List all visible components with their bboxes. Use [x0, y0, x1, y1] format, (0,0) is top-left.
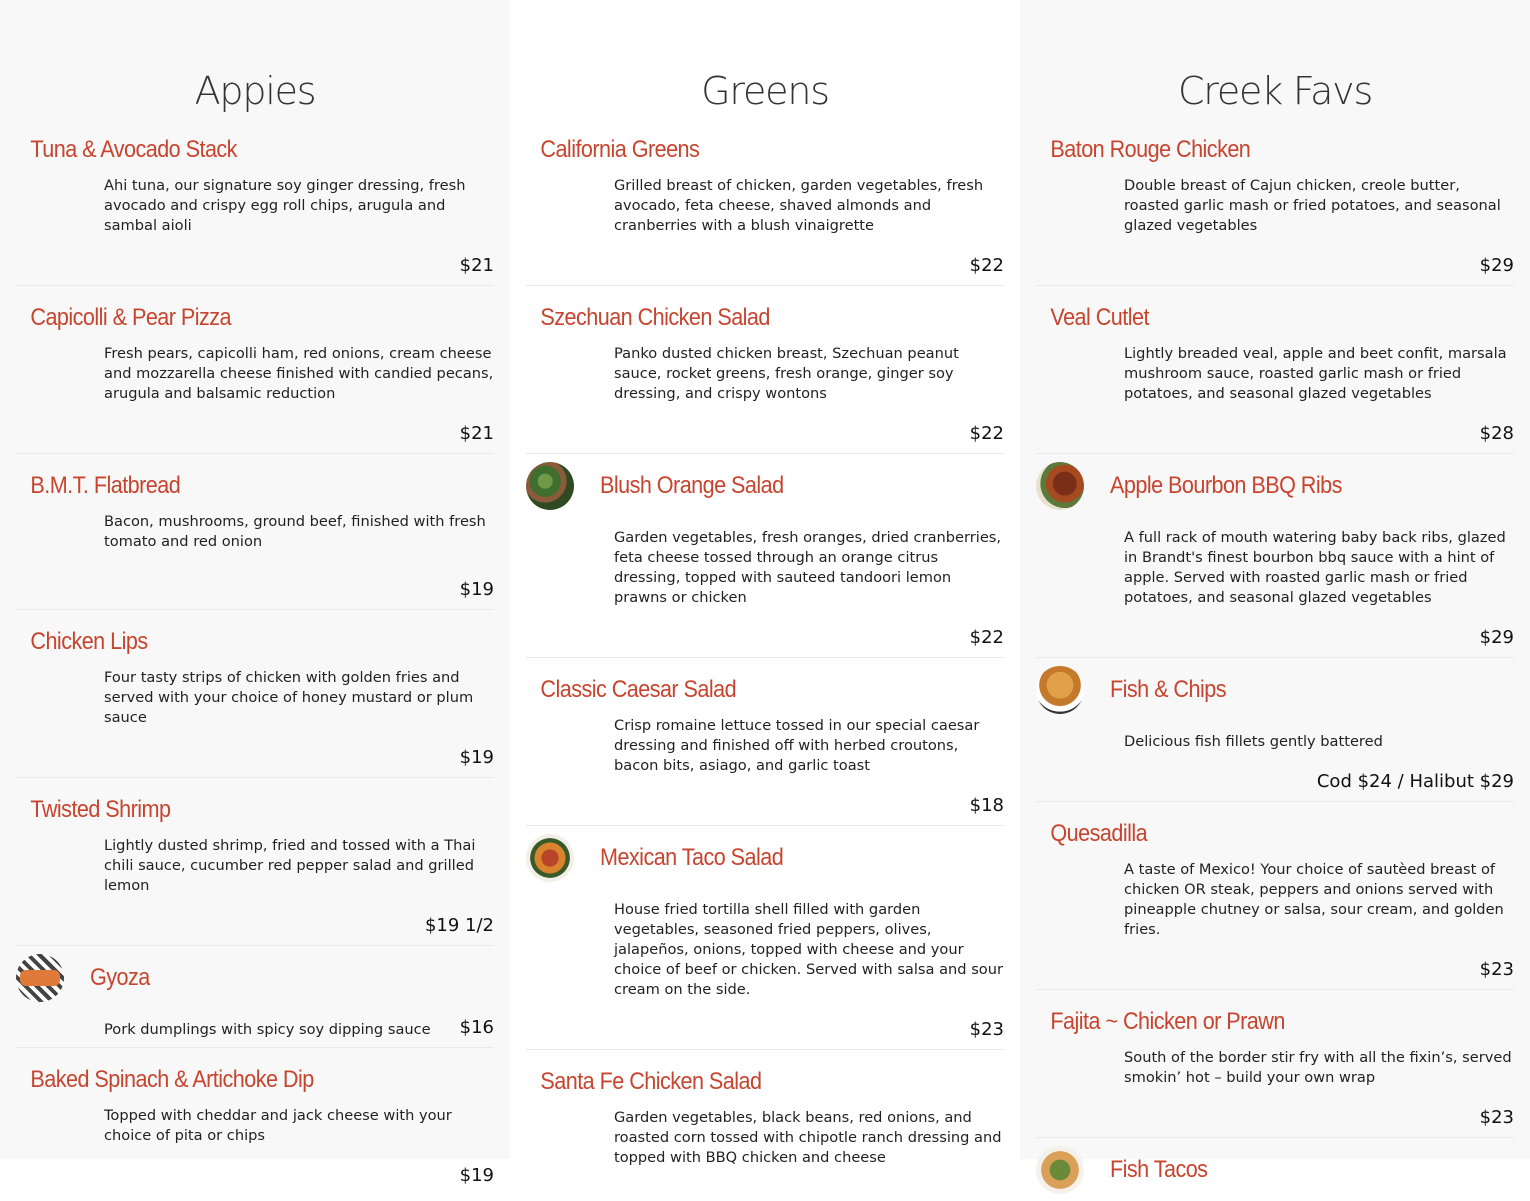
menu-item — [1036, 118, 1514, 286]
item-description: Garden vegetables, black beans, red onions, and roasted corn tossed with chipotle ranch dressing and topped with BBQ chicken and cheese — [614, 1109, 1002, 1166]
item-price: $22 — [969, 423, 1004, 444]
menu-item — [526, 454, 1004, 658]
menu-column-appies — [0, 0, 510, 1186]
item-name: Tuna & Avocado Stack — [30, 136, 237, 163]
item-name: Baked Spinach & Artichoke Dip — [30, 1066, 314, 1093]
menu-item — [16, 118, 494, 286]
item-price: $19 1/2 — [424, 915, 494, 936]
item-price: $16 — [459, 1017, 494, 1038]
item-price: $29 — [1479, 627, 1514, 648]
item-description: House fried tortilla shell filled with garden vegetables, seasoned fried peppers, olives, jalapeños, onions, topped with cheese and your choice of beef or chicken. Served with salsa and sour cream on the side. — [614, 901, 1003, 998]
item-price: $23 — [969, 1019, 1004, 1040]
column-title: Creek Favs — [1177, 69, 1373, 113]
item-description: Lightly dusted shrimp, fried and tossed with a Thai chili sauce, cucumber red pepper salad and grilled lemon — [104, 837, 476, 894]
menu-item — [16, 778, 494, 946]
item-name: Gyoza — [90, 964, 150, 991]
menu-item — [16, 286, 494, 454]
item-name: Blush Orange Salad — [600, 472, 784, 499]
item-description: South of the border stir fry with all the fixin’s, served smokin’ hot – build your own wrap — [1124, 1049, 1512, 1086]
item-price: $23 — [1479, 1107, 1514, 1128]
item-description: A taste of Mexico! Your choice of sautèed breast of chicken OR steak, peppers and onions served with pineapple chutney or salsa, sour cream, and golden fries. — [1124, 861, 1504, 938]
menu-item — [16, 454, 494, 610]
item-name: Apple Bourbon BBQ Ribs — [1110, 472, 1342, 499]
item-description: Panko dusted chicken breast, Szechuan peanut sauce, rocket greens, fresh orange, ginger soy dressing, and crispy wontons — [614, 345, 959, 402]
item-price: $19 — [459, 579, 494, 600]
item-name: Fish & Chips — [1110, 676, 1226, 703]
item-price: $21 — [459, 255, 494, 276]
item-name: Capicolli & Pear Pizza — [30, 304, 232, 331]
item-name: Classic Caesar Salad — [540, 676, 737, 703]
item-description: Pork dumplings with spicy soy dipping sauce — [104, 1021, 431, 1038]
menu-item — [1036, 286, 1514, 454]
menu-item — [526, 118, 1004, 286]
item-name: B.M.T. Flatbread — [30, 472, 181, 499]
item-name: Szechuan Chicken Salad — [540, 304, 770, 331]
item-price: $29 — [1479, 255, 1514, 276]
item-price: $28 — [1479, 423, 1514, 444]
item-description: Ahi tuna, our signature soy ginger dressing, fresh avocado and crispy egg roll chips, arugula and sambal aioli — [104, 177, 466, 234]
item-description: Crisp romaine lettuce tossed in our special caesar dressing and finished off with herbed croutons, bacon bits, asiago, and garlic toast — [614, 717, 980, 774]
item-price: $22 — [969, 255, 1004, 276]
item-price: $22 — [969, 627, 1004, 648]
item-description: A full rack of mouth watering baby back ribs, glazed in Brandt's finest bourbon bbq sauce with a hint of apple. Served with roasted garlic mash or fried potatoes, and seasonal glazed vegetables — [1124, 529, 1506, 606]
item-price: $19 — [459, 747, 494, 768]
item-description: Four tasty strips of chicken with golden fries and served with your choice of honey mustard or plum sauce — [104, 669, 474, 726]
menu-item — [1036, 454, 1514, 658]
item-price: $21 — [459, 423, 494, 444]
item-name: California Greens — [540, 136, 700, 163]
item-price: $23 — [1479, 959, 1514, 980]
item-description: Grilled breast of chicken, garden vegetables, fresh avocado, feta cheese, shaved almonds and cranberries with a blush vinaigrette — [614, 177, 984, 234]
item-name: Twisted Shrimp — [30, 796, 171, 823]
menu-item — [16, 946, 494, 1048]
column-title: Greens — [701, 69, 829, 113]
menu-column-creek-favs — [1020, 0, 1530, 1183]
menu-item — [1036, 1138, 1514, 1201]
item-description: Double breast of Cajun chicken, creole butter, roasted garlic mash or fried potatoes, and seasonal glazed vegetables — [1124, 177, 1501, 234]
item-price: $18 — [969, 795, 1004, 816]
item-name: Mexican Taco Salad — [600, 844, 784, 871]
fish-tacos-photo — [1036, 1146, 1084, 1194]
menu-item — [526, 658, 1004, 826]
item-name: Baton Rouge Chicken — [1050, 136, 1251, 163]
item-name: Veal Cutlet — [1050, 304, 1149, 331]
menu-item — [526, 1050, 1004, 1193]
item-description: Garden vegetables, fresh oranges, dried cranberries, feta cheese tossed through an orange citrus dressing, topped with sauteed tandoori lemon prawns or chicken — [614, 529, 1002, 606]
menu-item — [1036, 802, 1514, 990]
item-name: Chicken Lips — [30, 628, 148, 655]
item-description: Topped with cheddar and jack cheese with your choice of pita or chips — [104, 1107, 452, 1144]
taco-salad-photo — [526, 834, 574, 882]
menu-item — [16, 1048, 494, 1195]
menu-item — [16, 610, 494, 778]
menu-item — [1036, 990, 1514, 1138]
gyoza-photo — [16, 954, 64, 1002]
item-description: Fresh pears, capicolli ham, red onions, cream cheese and mozzarella cheese finished with candied pecans, arugula and balsamic reduction — [104, 345, 494, 402]
ribs-photo — [1036, 462, 1084, 510]
item-name: Fajita ~ Chicken or Prawn — [1050, 1008, 1285, 1035]
item-name: Santa Fe Chicken Salad — [540, 1068, 762, 1095]
item-price: $19 — [459, 1165, 494, 1186]
item-description: Lightly breaded veal, apple and beet confit, marsala mushroom sauce, roasted garlic mash or fried potatoes, and seasonal glazed vegetables — [1124, 345, 1507, 402]
item-name: Quesadilla — [1050, 820, 1148, 847]
item-name: Fish Tacos — [1110, 1156, 1208, 1183]
menu-item — [526, 286, 1004, 454]
menu-column-greens — [510, 0, 1020, 1166]
item-description: Delicious fish fillets gently battered — [1124, 733, 1383, 750]
item-price: Cod $24 / Halibut $29 — [1316, 771, 1514, 792]
salad-photo — [526, 462, 574, 510]
item-description: Bacon, mushrooms, ground beef, finished with fresh tomato and red onion — [104, 513, 486, 550]
column-title: Appies — [194, 69, 316, 113]
menu-item — [526, 826, 1004, 1050]
fish-chips-photo — [1036, 666, 1084, 714]
menu-item — [1036, 658, 1514, 802]
